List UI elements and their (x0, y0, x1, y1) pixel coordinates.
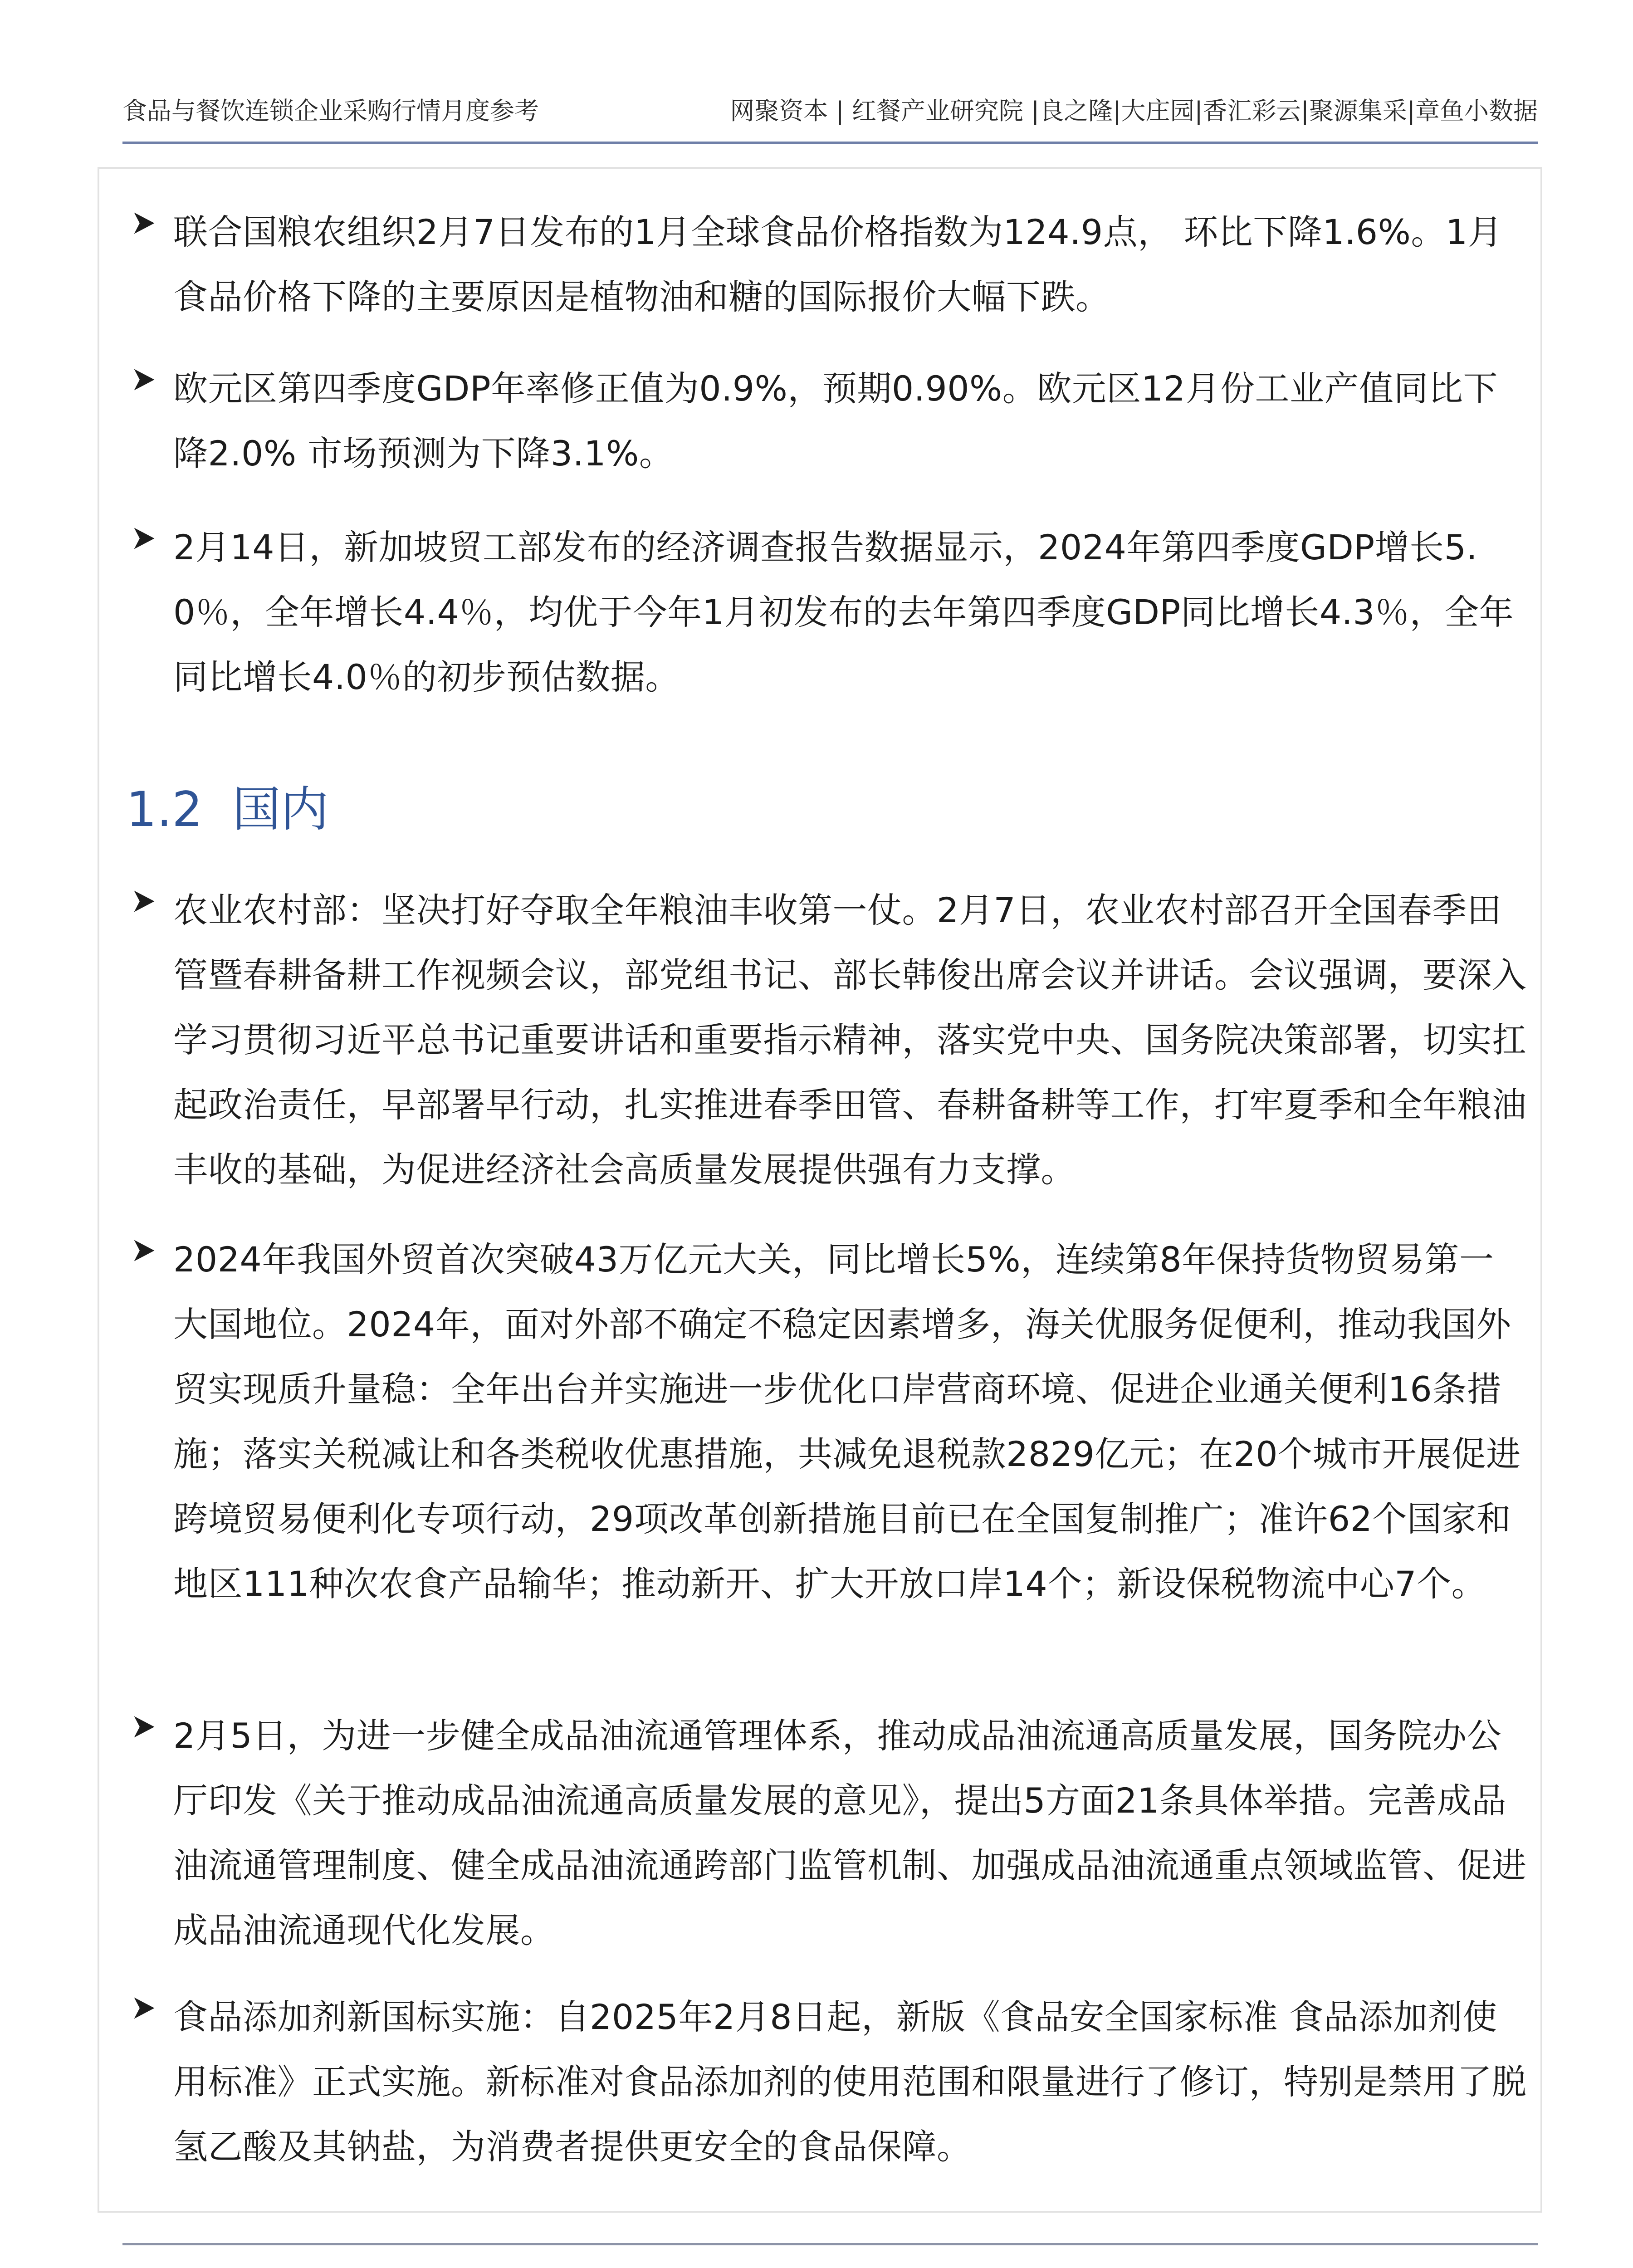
page-header (122, 91, 1538, 132)
section-number: 1.2 (126, 782, 203, 837)
arrow-bullet-icon (132, 1995, 157, 2021)
list-item (132, 878, 1529, 1202)
list-item (132, 515, 1529, 709)
arrow-bullet-icon (132, 889, 157, 914)
footer-divider (122, 2243, 1538, 2245)
section-title: 国内 (232, 782, 329, 837)
list-item (132, 1984, 1529, 2179)
arrow-bullet-icon (132, 210, 157, 236)
news-item-text: 农业农村部：坚决打好夺取全年粮油丰收第一仗。2月7日，农业农村部召开全国春季田管暨春耕备耕工作视频会议，部党组书记、部长韩俊出席会议并讲话。会议强调，要深入学习贯彻习近平总书记重要讲话和重要指示精神，落实党中央、国务院决策部署，切实扛起政治责任，早部署早行动，扎实推进春季田管、春耕备耕等工作，打牢夏季和全年粮油丰收的基础，为促进经济社会高质量发展提供强有力支撑。 (173, 890, 1527, 1190)
report-sources: 网聚资本 | 红餐产业研究院 |良之隆|大庄园|香汇彩云|聚源集采|章鱼小数据 (730, 97, 1538, 125)
news-item-text: 欧元区第四季度GDP年率修正值为0.9%，预期0.90%。欧元区12月份工业产值同比下降2.0% 市场预测为下降3.1%。 (173, 368, 1498, 474)
news-item-text: 食品添加剂新国标实施：自2025年2月8日起，新版《食品安全国家标准 食品添加剂使用标准》正式实施。新标准对食品添加剂的使用范围和限量进行了修订，特别是禁用了脱氢乙酸及其钠盐，为消费者提供更安全的食品保障。 (173, 1997, 1527, 2167)
arrow-bullet-icon (132, 1238, 157, 1263)
report-title: 食品与餐饮连锁企业采购行情月度参考 (122, 97, 539, 125)
list-item (132, 1703, 1529, 1963)
arrow-bullet-icon (132, 367, 157, 392)
header-divider (122, 142, 1538, 144)
section-heading (126, 778, 329, 841)
news-item-text: 2月5日，为进一步健全成品油流通管理体系，推动成品油流通高质量发展，国务院办公厅印发《关于推动成品油流通高质量发展的意见》，提出5方面21条具体举措。完善成品油流通管理制度、健全成品油流通跨部门监管机制、加强成品油流通重点领域监管、促进成品油流通现代化发展。 (173, 1716, 1527, 1950)
list-item (132, 356, 1529, 486)
news-item-text: 2024年我国外贸首次突破43万亿元大关，同比增长5%，连续第8年保持货物贸易第一大国地位。2024年，面对外部不确定不稳定因素增多，海关优服务促便利，推动我国外贸实现质升量稳：全年出台并实施进一步优化口岸营商环境、促进企业通关便利16条措施；落实关税减让和各类税收优惠措施，共减免退税款2829亿元；在20个城市开展促进跨境贸易便利化专项行动，29项改革创新措施目前已在全国复制推广；准许62个国家和地区111种次农食产品输华；推动新开、扩大开放口岸14个；新设保税物流中心7个。 (173, 1239, 1521, 1604)
arrow-bullet-icon (132, 1714, 157, 1740)
news-item-text: 联合国粮农组织2月7日发布的1月全球食品价格指数为124.9点， 环比下降1.6%。1月食品价格下降的主要原因是植物油和糖的国际报价大幅下跌。 (173, 212, 1503, 317)
arrow-bullet-icon (132, 526, 157, 551)
news-item-text: 2月14日，新加坡贸工部发布的经济调查报告数据显示，2024年第四季度GDP增长5.0％，全年增长4.4％，均优于今年1月初发布的去年第四季度GDP同比增长4.3％，全年同比增长4.0％的初步预估数据。 (173, 527, 1514, 697)
list-item (132, 200, 1529, 329)
list-item (132, 1227, 1529, 1616)
page-number (0, 2266, 1633, 2268)
